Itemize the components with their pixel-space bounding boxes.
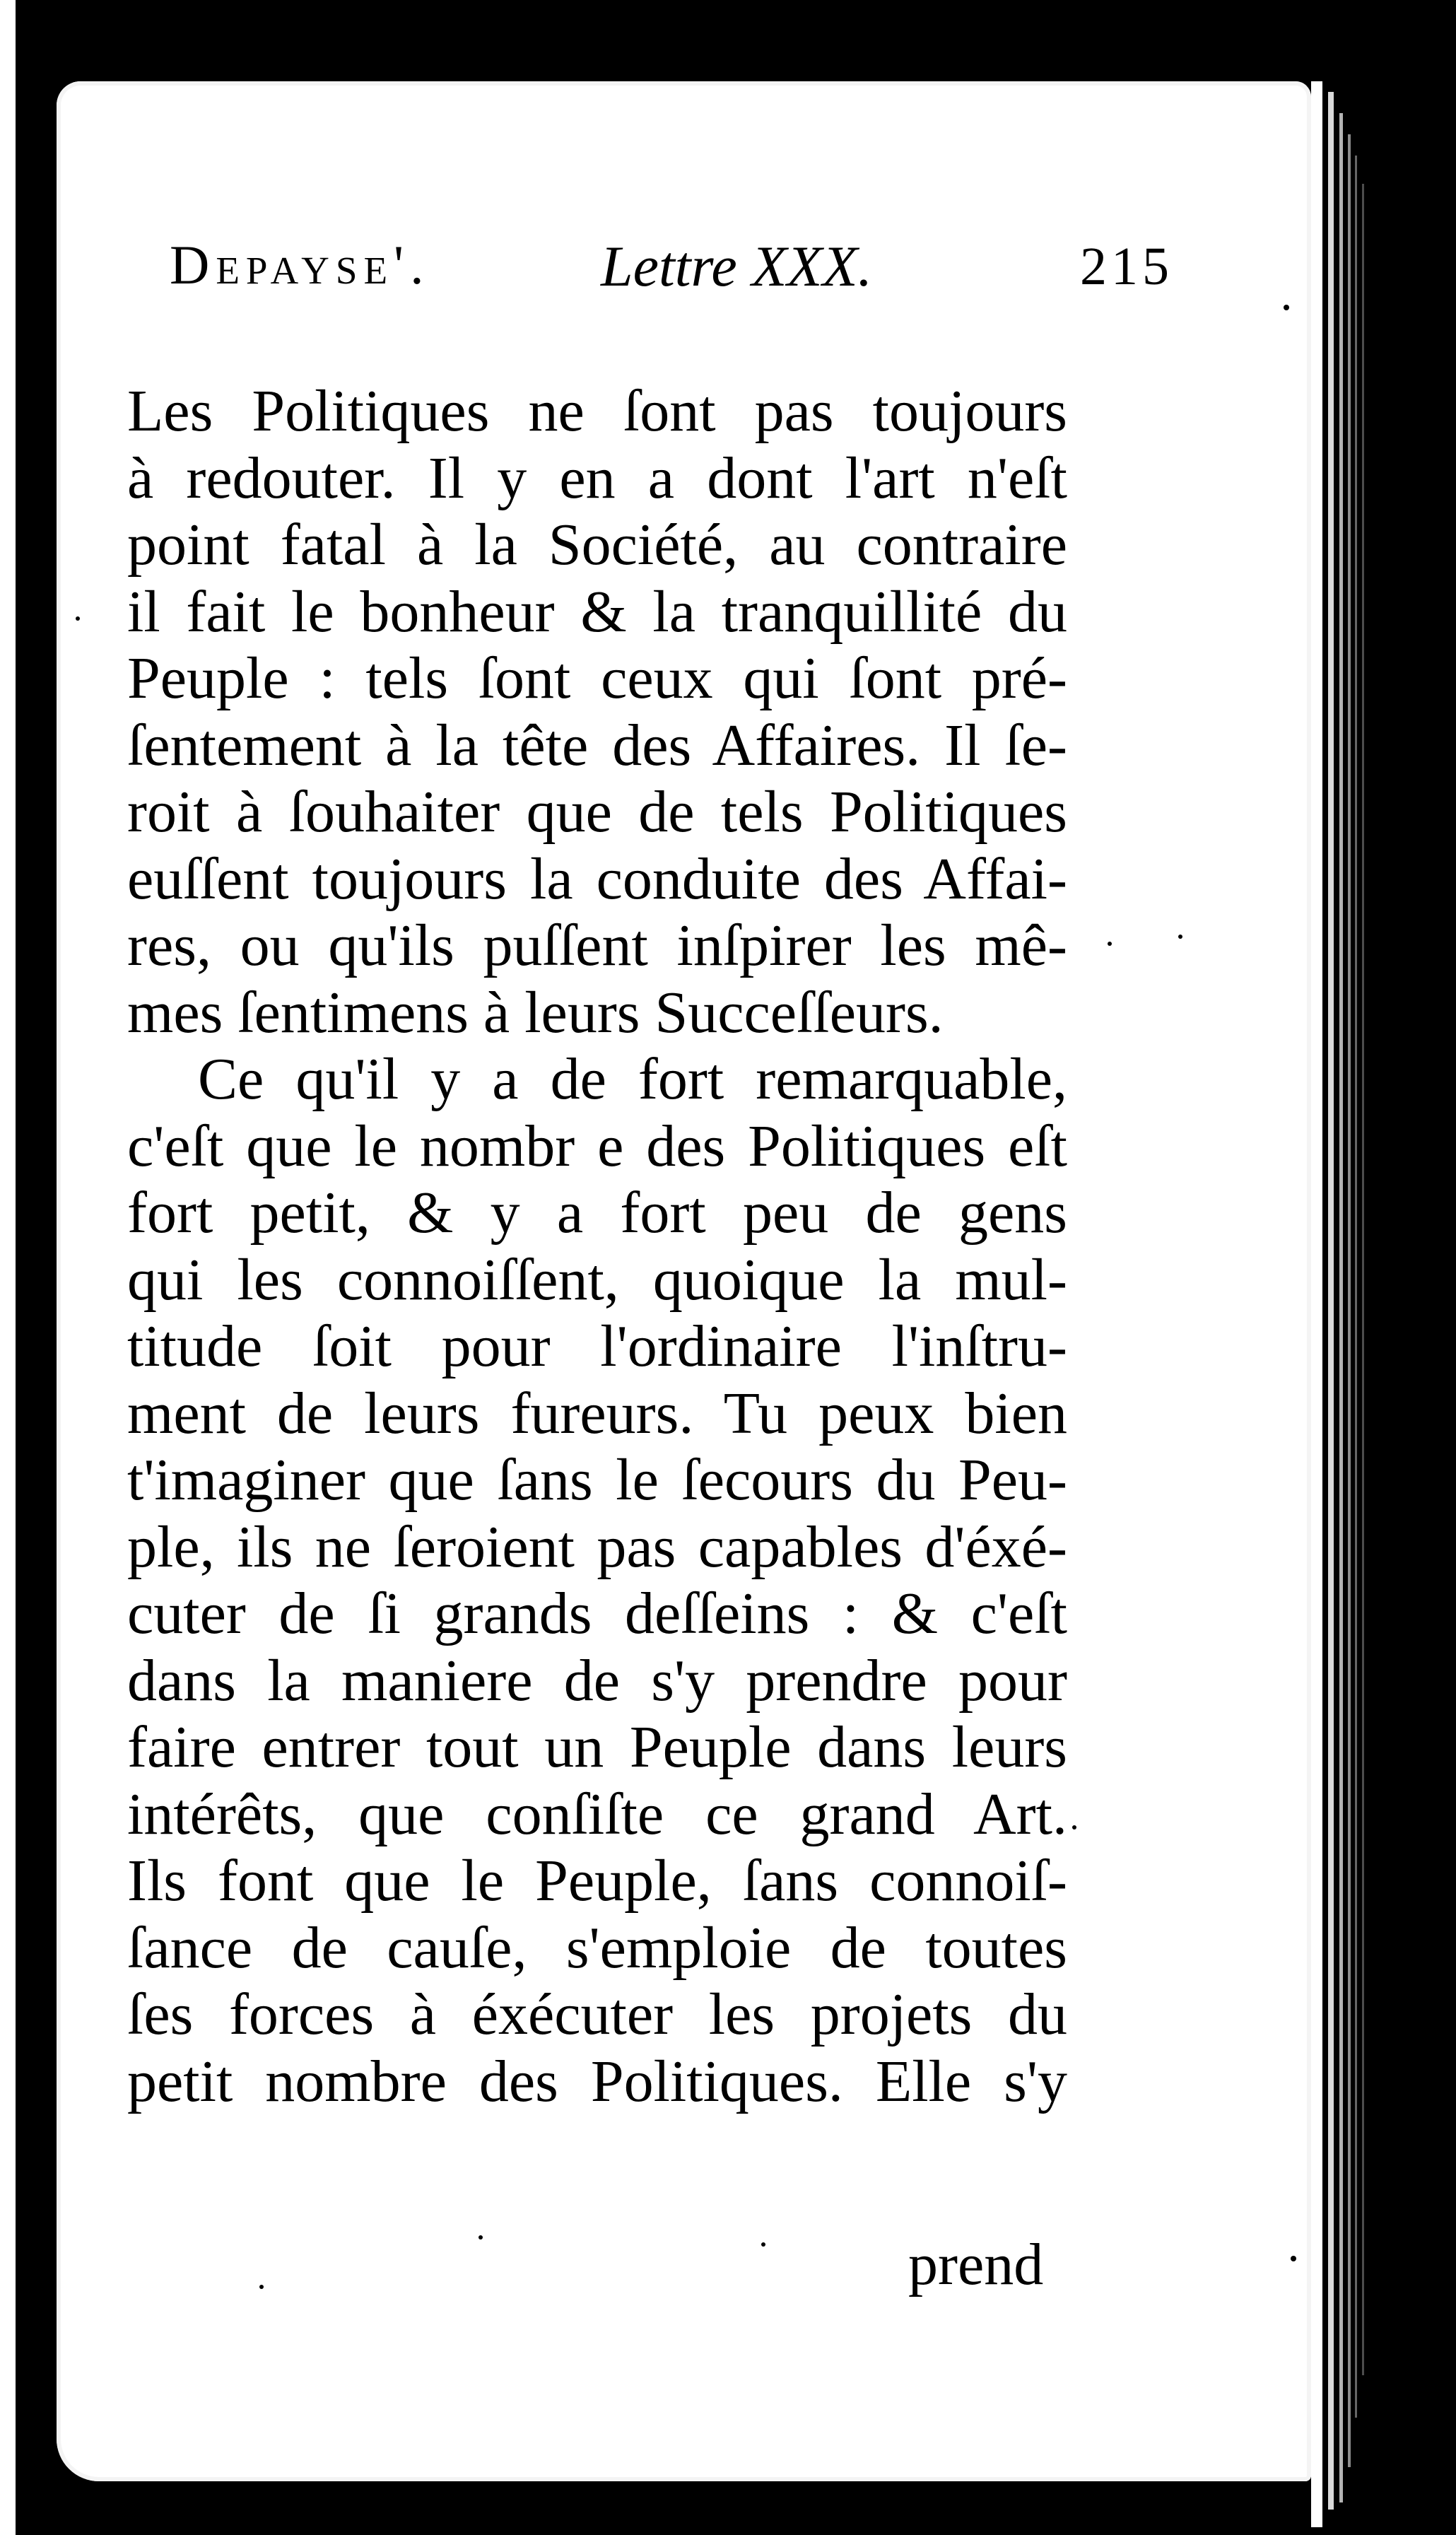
text-line: ſes forces à éxécuter les projets du [127, 1981, 1067, 2047]
text-line: fort petit, & y a fort peu de gens [127, 1180, 1067, 1246]
text-line: à redouter. Il y en a dont l'art n'eſt [127, 445, 1067, 511]
text-line: mes ſentimens à leurs Succeſſeurs. [127, 979, 944, 1046]
text-line: t'imaginer que ſans le ſecours du Peu- [127, 1447, 1067, 1513]
text-line: Ils font que le Peuple, ſans connoiſ- [127, 1848, 1067, 1914]
page-fore-edge [1311, 71, 1456, 2535]
body-text [127, 378, 1067, 2115]
text-line: Peuple : tels ſont ceux qui ſont pré- [127, 645, 1067, 711]
text-line: Les Politiques ne ſont pas toujours [127, 378, 1067, 444]
text-line: ment de leurs fureurs. Tu peux bien [127, 1380, 1067, 1446]
text-line: dans la maniere de s'y prendre pour [127, 1647, 1067, 1714]
text-line: res, ou qu'ils puſſent inſpirer les mê- [127, 913, 1067, 978]
scan-border [0, 0, 16, 2535]
running-title: Depayse'. [170, 234, 430, 295]
text-line: qui les connoiſſent, quoique la mul- [127, 1246, 1067, 1313]
text-line: point fatal à la Société, au contraire [127, 512, 1067, 578]
text-line: cuter de ſi grands deſſeins : & c'eſt [127, 1581, 1067, 1646]
text-line: intérêts, que conſiſte ce grand Art. [127, 1781, 1067, 1847]
catchword: prend [908, 2232, 1044, 2297]
page-number: 215 [1080, 237, 1173, 296]
text-line: ple, ils ne ſeroient pas capables d'éxé- [127, 1514, 1067, 1580]
text-line: ſentement à la tête des Affaires. Il ſe- [127, 712, 1067, 778]
letter-title: Lettre XXX. [601, 234, 873, 298]
text-line: Ce qu'il y a de fort remarquable, [198, 1046, 1067, 1112]
running-header [170, 233, 1173, 311]
text-line: euſſent toujours la conduite des Affai- [127, 845, 1067, 912]
text-line: il fait le bonheur & la tranquillité du [127, 578, 1067, 645]
text-line: faire entrer tout un Peuple dans leurs [127, 1714, 1067, 1780]
text-line: c'eſt que le nombr e des Politiques eſt [127, 1113, 1067, 1179]
text-line: titude ſoit pour l'ordinaire l'inſtru- [127, 1313, 1067, 1379]
text-line: ſance de cauſe, s'emploie de toutes [127, 1914, 1067, 1981]
text-line: petit nombre des Politiques. Elle s'y [127, 2048, 1067, 2114]
text-line: roit à ſouhaiter que de tels Politiques [127, 779, 1067, 845]
